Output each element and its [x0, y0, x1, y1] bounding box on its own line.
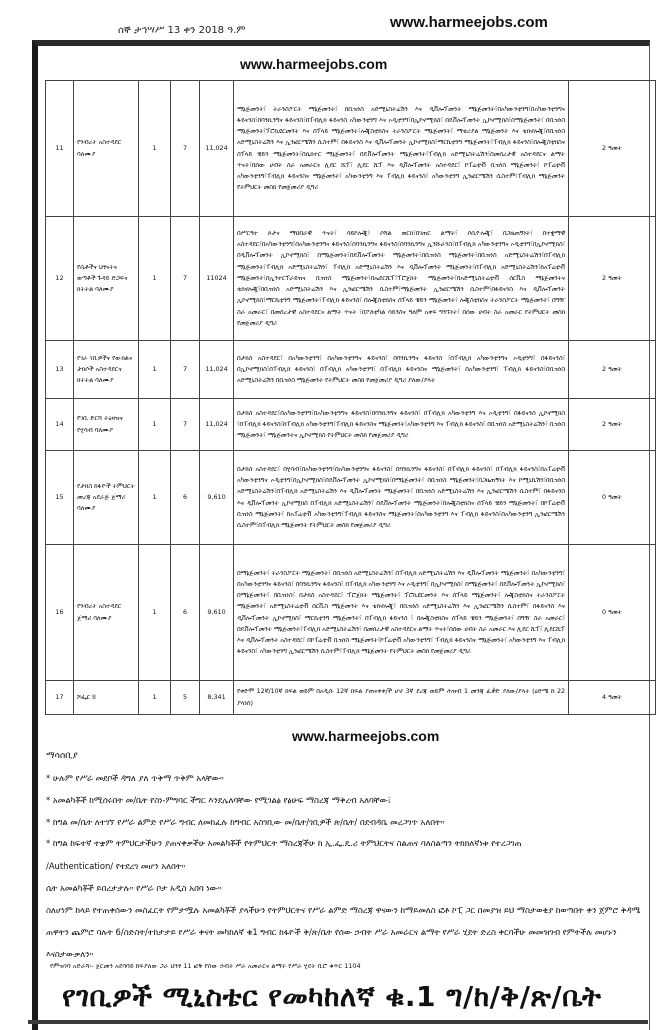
row-number: 16 [46, 545, 74, 681]
job-title: የንብረት አስተዳደር ባለሙያ [74, 81, 139, 217]
qualification: በታክስ አስተዳደር፣ በሂሳብ፣በአካውንቲንግ፣በአካውንቲንግና ፋይናንስ፣ በባንኪንግና ፋይናንስ፣ በፐብሊክ ፋይናንስ፣ በፐብሊክ ፋይናንስ፣በአፐሬቲቭ አካውንቲንግና ኦዲቲንግ፣በኢኮኖሚክስ፣በዴቨሎፕመንት ኢኮኖሚክስ፣በማኔጅመንት፣ በቢዝነስ ማኔጅመንት፣በጋዜጠኝነት እና ኮሚኒኬሽን፣በቢዝነስ አድሚኒስትሬሽን፣በፐብሊክ አድሚኒስትሬሽን እና ዲቨሎፕመንት ማኔጅመንት፣ በቢዝነስ አድሚኒስትሬሽን እና ኢንፎርሜሽን ሲስተም፣ በፋይናንስ እና ዲቨሎፕመንት ኢኮኖሚክስ በፐብሊክ አድሚኒስትሬሽን፣ በዴቨሎፕመንት ማኔጅመንት፣በሎጂስቲክስና ሰፕላይ ቼይን ማኔጅመንት፣ በኮፐሬቲቭ ቢዝነስ ማኔጅመንት፣ ከአፐሬቲቭ አካውንቲንግ፣ፐብሊክ ፋይናንስና ማኔጅመንት፣በአካውንቲንግ እና ፐብሊክ ፋይናንስ፣በአካውንቲንግ ኢንፎርሜሽን ሲስተም፣በፐብሊክ ማኔጅመንት የትምህርት መስክ የመጀመሪያ ዲግሪ [234, 451, 569, 545]
grade-level: 5 [171, 681, 200, 715]
row-number: 15 [46, 451, 74, 545]
quantity: 1 [139, 451, 171, 545]
salary: 11,024 [200, 399, 234, 451]
qualification: በታክስ አስተዳደር፣ በአካውንቲንግ፣ በአካውንቲንግና ፋይናንስ፣ በባንኪንግና ፋይናንስ ፣በፐብሊክ አካውንቲንግና ኦዲቲንግ፣ በፋይናንስ፣ በኢኮኖሚክስ፣በፐብሊክ ፋይናንስ፣ በፐብሊክ አካውንቲንግ፣ በፐብሊክ ፋይናንስና ማኔጅመንት፣ በአካውንቲንግ፣ ፐብሊክ ፋይናንስ፣በቢዝነስ አድሚኒስትሬሽን በቢዝነስ ማኔጅመንት የትምህርት መስክ የመጀመሪያ ዲግሪ ያለው/ያላት [234, 341, 569, 399]
experience: 2 ዓመት [569, 399, 656, 451]
salary: 11024 [200, 217, 234, 341]
grade-level: 6 [171, 451, 200, 545]
footer-rule [28, 1020, 648, 1024]
note-text: ሁሉም የሥራ መደቦች ዳግለ ያለ ጥቅማ ጥቅም አላቸው። [52, 773, 224, 783]
job-title: የንብረት አስተዳደር ጀማሪ ባለሙያ [74, 545, 139, 681]
note-text: አመልካቾች ከሚሰሩበት መ/ቤት የስነ-ምግባር ችግር እንደሌለባቸው የሚገልፅ የፅሁፍ ማስረጃ ማቅረብ አለባቸው፤ [52, 795, 392, 805]
qualification: የቀድሞ 12ኛ/10ኛ ክፍል ወይም በአዲሱ 12ኛ ክፍል ያጠናቀቀ/ች ሆኖ 3ኛ ደረጃ ወይም ሕዝብ 1 መንጃ ፈቃድ ያለው/ያላት (ዕድሜ ከ 22 ያላነሰ) [234, 681, 569, 715]
experience: 4 ዓመት [569, 681, 656, 715]
job-title: የገራ ገቢዎችና የውክልና ታክሶች አስተዳደርና ክትትል ባለሙያ [74, 341, 139, 399]
table-row [46, 451, 656, 545]
quantity: 1 [139, 399, 171, 451]
organization-name: የገቢዎች ሚኒስቴር የመካከለኛ ቁ.1 ግ/ከ/ቅ/ጽ/ቤት [62, 980, 602, 1013]
publication-date: ሰኞ ታኅሣሥ 13 ቀን 2018 ዓ.ም [118, 25, 246, 36]
quantity: 1 [139, 341, 171, 399]
table-row [46, 341, 656, 399]
salary: 9,610 [200, 451, 234, 545]
registration-address: የምዝገባ አድራሻ፡- ጀርመን አደባባይ ከፍያለው ጋራ ህንፃ 11 ፎቅ የሰው ኃብት ሥራ አመራርና ልማት የሥራ ሂደት ቢሮ ቁጥር 1104 [50, 962, 361, 970]
watermark-url-mid: www.harmeejobs.com [240, 56, 388, 72]
qualification: በማኔጅመንት፣ ትራንስፖርት ማኔጅመንት፣ በቢዝነስ አድሚኒስትሬሽን፣ በፐብሊክ አድሚኒስትሬሽን እና ዲቨሎፕመንት ማኔጅመንት፣ በአካውንቲንግ፣ በአካውንቲንግና ፋይናንስ፣ በባንኪንግና ፋይናንስ፣ በፐብሊክ አካውንቲንግ እና ኦዲቲንግ፣ በኢኮኖሚክስ፣ በማኔጅመንት፣ በዴቨሎፕመንት ኢኮኖሚክስ፣ በማኔጅመንት፣ በቢዝነስ፣ በታክስ አስተዳደር፣ ፕሮጀክት ማኔጅመንት፣ ፕሮኪዩርመንት እና ሰፕላይ ማኔጅመንት፣ ሎጂስቲክስና ትራንስፖርት ማኔጅመንት፣ አድሚኒስትሬቲቭ ሰርቪስ ማኔጅመንት እና ቴክኖሎጂ፣ በቢዝነስ አድሚኒስትሬሽን እና ኢንፎርሜሽን ሲስተም፣ በፋይናንስ እና ዲቨሎፕመንት ኢኮኖሚክስ፣ ማርኬቲንግ ማኔጅመንት፣ በፐብሊክ ፋይናንስ ፣ በሎጂስቲክስና ሰፕላይ ቼይን ማኔጅመንት፣ በግዥ ስራ አመራር፣ በዴቨሎፕመንት ማኔጅመንት፣ፐብሊክ አድሚኒስትሬሽን፣ በመሰረታዊ አስተዳደርና ልማት ጥናት፣በሰው ሀብት ስራ አመራር እና ሊደር ሺፕ፣ ሊደርሺፕ እና ዲቨሎፕመንት አስተዳደር፣ በኮፐሬቲቭ ቢዝነስ ማኔጅመንት፣ኮፐሬቲቭ አካውንቲንግ፣ ፐብሊክ ፋይናንስና ማኔጅመንት፣ አካውንቲንግ እና ፐብሊክ ፋይናንስ፣ አካውንቲንግ ኢንፎርሜሽን ሲስተም፣ፐብሊክ ማኔጅመንት የትምህርት መስክ የመጀመሪያ ዲግሪ [234, 545, 569, 681]
grade-level: 6 [171, 545, 200, 681]
row-number: 14 [46, 399, 74, 451]
notes-heading: ማሳሰቢያ [46, 751, 78, 761]
salary: 11,024 [200, 81, 234, 217]
row-number: 17 [46, 681, 74, 715]
women-line: ሴት አመልካቾች ይበረታታሉ። የሥራ ቦታ አዲስ አበባ ነው። [46, 883, 222, 893]
qualification: በታክስ አስተዳደር፣በአካውንቲንግ፣በአካውንቲንግና ፋይናንስ፣በባንኪንግና ፋይናንስ፣ በፐብሊክ አካውንቲንግ እና ኦዲቲንግ፣ በፋይናንስ ኢኮኖሚክስ ፣በፐብሊክ ፋይናንስ፣ከፐብሊክ አካውንቲንግ፣ፐብሊክ ፋይናንስና ማኔጅመንት፣አካውንቲንግ እና ፐብሊክ ፋይናንስ፣ በቢዝነስ አድሚኒስትሬሽን፣ ቢዝነስ ማኔጅመንት፣ ማኔጅመንትና ኢኮኖሚክስ የትምህርት መስክ የመጀመሪያ ዲግሪ [234, 399, 569, 451]
auth-line: /Authentication/ የተደረገ መሆን አለበት። [46, 861, 186, 871]
quantity: 1 [139, 217, 171, 341]
experience: 0 ዓመት [569, 451, 656, 545]
registration-paragraph: ስለሆነም ከላይ የተጠቀሰውን መስፈርት የምታሟሉ አመልካቾች ያላችሁን የትምህርትና የሥራ ልምድ ማስረጃ ዋናውን ከማይመለስ ፎቶ ኮፒ ጋር በመያዝ ይህ ማስታወቂያ ከወጣበት ቀን ጀምሮ ቅዳሜ ጠዋትን ጨምሮ ባሉት 6/ስድስት/ተከታታይ የሥራ ቀናት መካከለኛ ቁ1 ግብር ከፋዮች ቅ/ጽ/ቤት የሰው ኃብት ሥራ አመራርና ልማት የሥራ ሂደት ድረስ ቀርባችሁ መመዝገብ የምትችሉ መሆኑን እናስታውቃለን። [46, 905, 641, 959]
experience: 2 ዓመት [569, 81, 656, 217]
job-title: የሴቶችና ህፃናትና ወጣቶች ጉዳይ ድጋፍና ክትትል ባለሙያ [74, 217, 139, 341]
salary: 9,610 [200, 545, 234, 681]
grade-level: 7 [171, 81, 200, 217]
row-number: 11 [46, 81, 74, 217]
watermark-url-top: www.harmeejobs.com [390, 14, 548, 31]
note-bullet: * ከግል ከፍተኛ ተቋም ትምህርታችሁን ያጠናቀቃችሁ አመልካቾች የትምህርት ማስረጃችሁ ከ ኢ.ፌ.ዴ.ሪ ትምህርትና ስልጠና ባለስልጣን ትክክለኛነቱ የተረጋገጠ [46, 838, 522, 848]
job-table [45, 80, 656, 715]
table-row [46, 681, 656, 715]
table-row [46, 545, 656, 681]
salary: 8,341 [200, 681, 234, 715]
quantity: 1 [139, 81, 171, 217]
qualification: በሥርዓተ ጾታና ማህበራዊ ጥናት፣ ሳይኮሎጂ፣ ሶሻል ወርክ፣በገጠር ልማት፣ ሶሲዮሎጂ፣ በጋዜጠኝነት፣ በተቋማዊ አስተዳደር፣በአካውንቲንግ፣በአካውንቲንግና ፋይናንስ፣በባንኪንግና ፋይናንስ፣በባንኪንግና ኢንሹራንስ፣በፐብሊክ አካውንቲንግና ኦዲቲንግ፣በኢኮኖሚክስ፣ በዲቨሎፕመንት ኢኮኖሚክስ፣ በማኔጅመንት፣በዴቨሎፕመንት ማኔጅመንት፣በቢዝነስ ማኔጅመንት፣በቢዝነስ አድሚኒስትሬሽን፣በፐብሊክ ማኔጅመንት፣ፐብሊክ አድሚኒስትሬሽን፣ ፐብሊክ አድሚኒስትሬሽን እና ዲቨሎፕመንት ማኔጅመንት፣በፐብሊክ አድሚኒስትሬሽን፣ከአፕሬቲቭ ማኔጅመንት፣በኢንተርፕራይዝና ቢዝነስ ማኔጅመንት፣በኤደርሺፕ፣ፕሮጀክት ማኔጅመንት፣በአድሚኒስትሬቲቭ ሰርቪስ ማኔጅመንትና ቴክኖሎጂ፣በቢዝነስ አድሚኒስትሬሽን እና ኢንፎርሜሽን ሲስተም፣ማኔጅመንት ኢንፎርሜሽን ሲስተም፣በፋይናንስ እና ዲቨሎፕመንት ኢኮኖሚክስ፣ማርኬቲንግ ማኔጅመንት፣ፐብሊክ ፋይናንስ፣ በሎጂስቲክስና ሰፕላይ ቼይን ማኔጅመንት፣ ሎጂስቲክስና ትራንስፖርት ማኔጅመንት፣ በግዥ ስራ አመራር፣ በመሰረታዊ አስተዳደርና ልማት ጥናት ፣በፖለቲካል ሳይንስና ዓለም አቀፍ ግንኙነት፣ በሰው ሀብት ስራ አመራር የትምህርት መስክ የመጀመሪያ ዲግሪ [234, 217, 569, 341]
table-row [46, 217, 656, 341]
salary: 11,024 [200, 341, 234, 399]
grade-level: 7 [171, 341, 200, 399]
note-bullet: * ከግል መ/ቤት ለተገኘ የሥራ ልምድ የሥራ ግብር ለመከፈሉ ከግብር አስገቢው መ/ቤት/ገቢዎች ጽ/ቤት/ በደብዳቤ መረጋገጥ አለበት። [46, 817, 445, 827]
experience: 2 ዓመት [569, 217, 656, 341]
row-number: 12 [46, 217, 74, 341]
row-number: 13 [46, 341, 74, 399]
table-row [46, 399, 656, 451]
grade-level: 7 [171, 217, 200, 341]
experience: 2 ዓመት [569, 341, 656, 399]
job-title: የገቢ ድርሻ ትዕዛዝና የሂሳብ ባለሙያ [74, 399, 139, 451]
qualification: ማኔጅመንት፣ ትራንስፖርት ማኔጅመንት፣ በቢዝነስ አድሚኒስትሬሽን እና ዲቨሎፕመንት ማኔጅመንት፣በአካውንቲንግ፣በአካውንቲንግና ፋይናንስ፣በባንኪንግና ፋይናንስ፣በፐብሊክ ፋይናንስ አካውንቲንግ እና ኦዲቲንግ፣በኢኮኖሚክስ፣ በዴቨሎፕመንት ኢኮኖሚክስ፣በማኔጅመንት፣ በቢዝነስ ማኔጅመንት፣ፕሮኪዩርመንት እና ሰፕላይ ማኔጅመንት፣ሎጂስቲክስና ትራንስፖርት ማኔጅመንት፣ ማቴሪያል ማኔጅመንት እና ቴክኖሎጂ፣በቢዝነስ አድሚኒስትሬሽን እና ኢንፎርሜሽን ሲስተም፣ በፋይናንስ እና ዲቨሎፕመንት ኢኮኖሚክስ፣ማርኬቲንግ ማኔጅመንት፣ፐብሊክ ፋይናንስ፣በሎጂስቲክስና ሰፕላይ ቼይን ማኔጅመንት፣በሴክተር ማኔጅመንት፣ በዴቨሎፕመንት ማኔጅመንት፣ፐብሊክ አድሚኒስትሬሽን፣በመሰረታዊ አስተዳደርና ልማት ጥናት፣በሰው ሀብት ስራ አመራርና ሊደር ሺፕ፣ ሊደር ሺፕ እና ዲቨሎፕመንት አስተዳደር፣ ኮፐሬቲቭ ቢዝነስ ማኔጅመንት፣ ኮፐሬቲቭ አካውንቲንግ፣ፐብሊክ ፋይናንስና ማኔጅመንት፣ አካውንቲንግ እና ፐብሊክ ፋይናንስ፣ አካውንቲንግ ኢንፎርሜሽን ሲስተም፣ፐብሊክ ማኔጅመንት የትምህርት መስክ የመጀመሪያ ዲግሪ [234, 81, 569, 217]
grade-level: 7 [171, 399, 200, 451]
note-text: ከግል መ/ቤት ለተገኘ የሥራ ልምድ የሥራ ግብር ለመከፈሉ ከግብር አስገቢው መ/ቤት/ገቢዎች ጽ/ቤት/ በደብዳቤ መረጋገጥ አለበት። [52, 817, 445, 827]
table-row [46, 81, 656, 217]
quantity: 1 [139, 545, 171, 681]
note-bullet: * አመልካቾች ከሚሰሩበት መ/ቤት የስነ-ምግባር ችግር እንደሌለባቸው የሚገልፅ የፅሁፍ ማስረጃ ማቅረብ አለባቸው፤ [46, 795, 392, 805]
notes-section [46, 745, 646, 965]
job-title: ሾፌር II [74, 681, 139, 715]
note-bullet: * ሁሉም የሥራ መደቦች ዳግለ ያለ ጥቅማ ጥቅም አላቸው። [46, 773, 224, 783]
job-title: የታክስ ከፋዮች ትምህርት መረጃ አደራጅ ጀማሪ ባለሙያ [74, 451, 139, 545]
note-text: ከግል ከፍተኛ ተቋም ትምህርታችሁን ያጠናቀቃችሁ አመልካቾች የትምህርት ማስረጃችሁ ከ ኢ.ፌ.ዴ.ሪ ትምህርትና ስልጠና ባለስልጣን ትክክለኛነቱ የተረጋገጠ [52, 838, 522, 848]
experience: 0 ዓመት [569, 545, 656, 681]
watermark-url-bottom: www.harmeejobs.com [292, 728, 440, 744]
quantity: 1 [139, 681, 171, 715]
